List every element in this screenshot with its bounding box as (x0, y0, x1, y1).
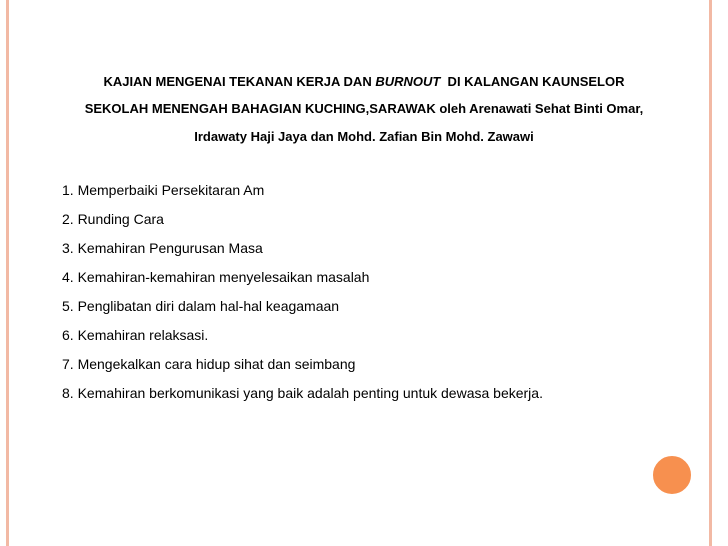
list-item: 5. Penglibatan diri dalam hal-hal keagamaan (62, 298, 340, 314)
slide-right-border (709, 0, 712, 546)
title-italic-burnout: BURNOUT (375, 74, 441, 89)
list-item: 6. Kemahiran relaksasi. (62, 327, 209, 343)
strategy-list (62, 180, 543, 412)
title-text-before: KAJIAN MENGENAI TEKANAN KERJA DAN (103, 74, 376, 89)
slide-left-border (6, 0, 9, 546)
list-item: 3. Kemahiran Pengurusan Masa (62, 240, 263, 256)
list-item: 1. Memperbaiki Persekitaran Am (62, 182, 265, 198)
title-text-after: DI KALANGAN KAUNSELOR (440, 74, 625, 89)
slide-title-line-2: SEKOLAH MENENGAH BAHAGIAN KUCHING,SARAWAK oleh Arenawati Sehat Binti Omar, (84, 101, 644, 116)
decorative-circle (650, 453, 694, 497)
list-item: 8. Kemahiran berkomunikasi yang baik adalah penting untuk dewasa bekerja. (62, 385, 543, 401)
slide-title-line-1 (40, 74, 688, 89)
slide-title-line-3: Irdawaty Haji Jaya dan Mohd. Zafian Bin Mohd. Zawawi (194, 129, 534, 144)
list-item: 7. Mengekalkan cara hidup sihat dan seimbang (62, 356, 356, 372)
list-item: 4. Kemahiran-kemahiran menyelesaikan masalah (62, 269, 370, 285)
list-item: 2. Runding Cara (62, 211, 164, 227)
